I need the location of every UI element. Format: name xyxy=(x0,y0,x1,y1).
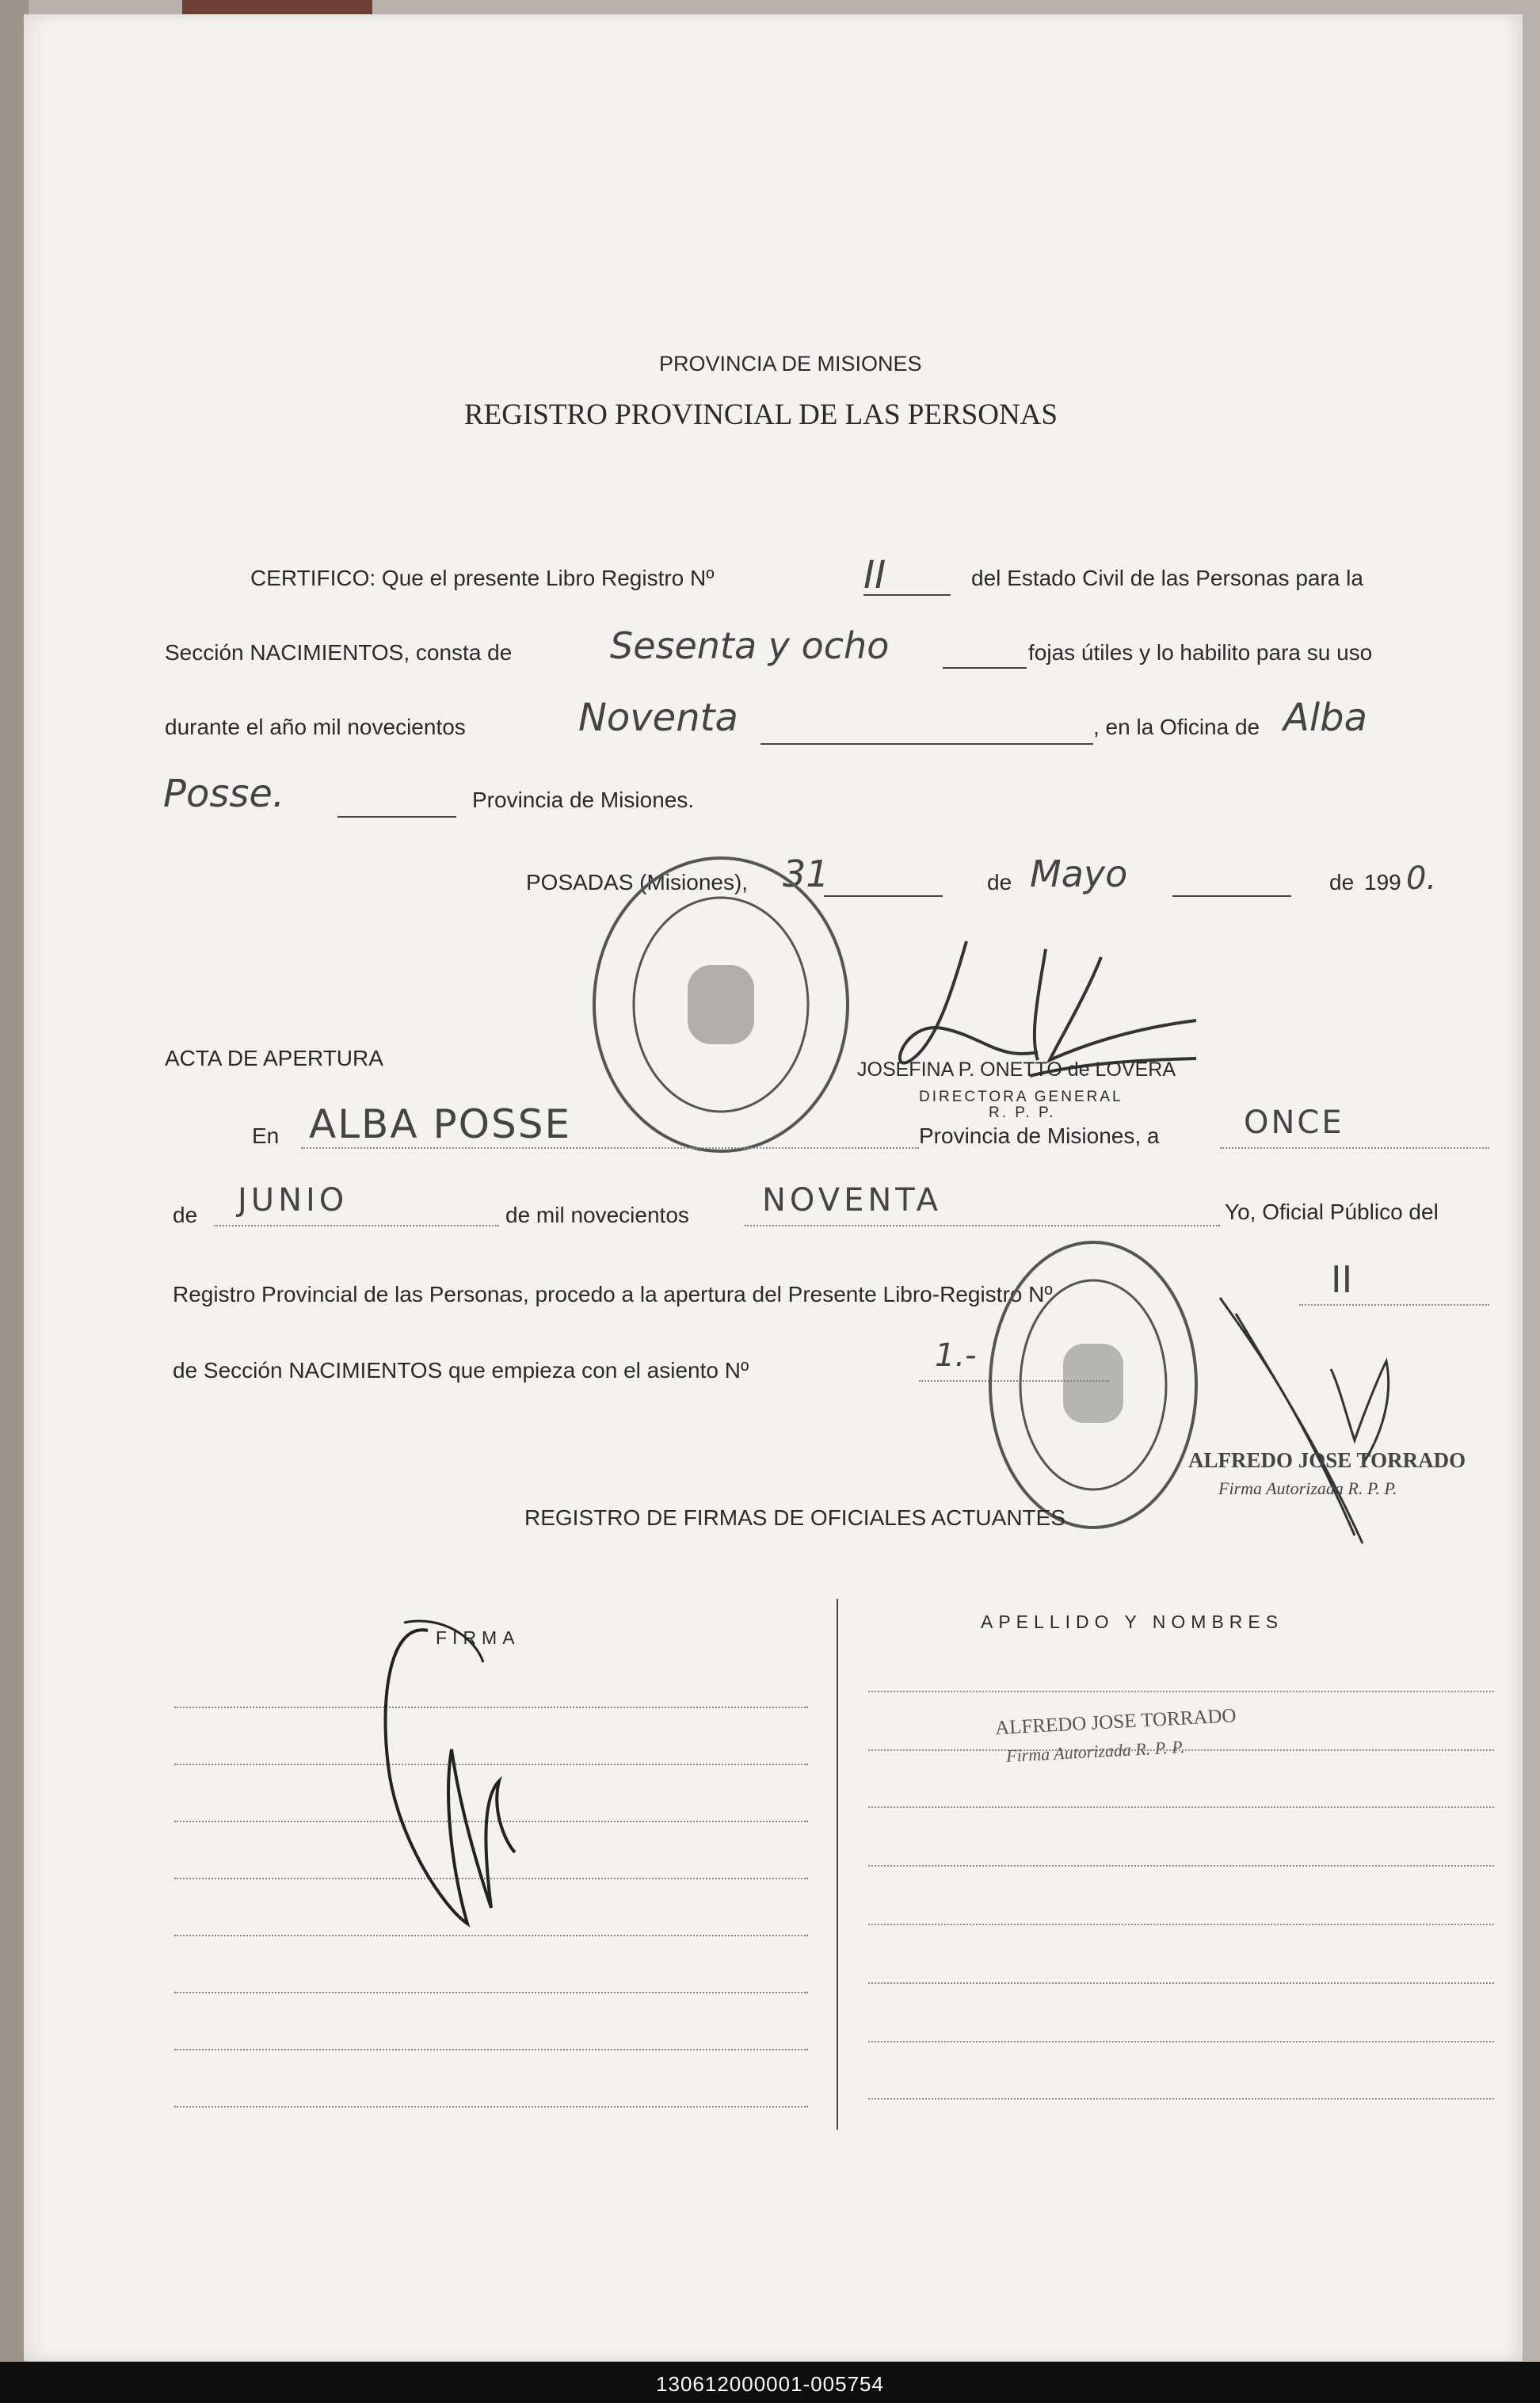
acta-text-3: Registro Provincial de las Personas, procedo a la apertura del Presente Libro-Registro Nº xyxy=(173,1282,1053,1306)
acta-entry: 1.- xyxy=(935,1337,977,1374)
acta-place-line xyxy=(301,1147,919,1149)
name-row xyxy=(868,2098,1494,2100)
certificate-text-1a: CERTIFICO: Que el presente Libro Registro Nº xyxy=(250,566,715,590)
document-page xyxy=(24,14,1523,2361)
entry-title: Firma Autorizada R. P. P. xyxy=(1005,1737,1186,1766)
certificate-text-3b: , en la Oficina de xyxy=(1093,715,1260,739)
certificate-text-2b: fojas útiles y lo habilito para su uso xyxy=(1028,640,1373,665)
firma-row xyxy=(174,2106,808,2107)
office-line xyxy=(337,816,456,818)
firma-column-label: FIRMA xyxy=(436,1627,520,1648)
firma-row xyxy=(174,1992,808,1993)
registry-heading: REGISTRO PROVINCIAL DE LAS PERSONAS xyxy=(464,399,1058,431)
pages-line xyxy=(943,667,1027,669)
names-column-label: APELLIDO Y NOMBRES xyxy=(981,1612,1284,1632)
acta-day-line xyxy=(1220,1147,1489,1149)
director-name: JOSEFINA P. ONETTO de LOVERA xyxy=(857,1058,1176,1081)
certificate-text-3a: durante el año mil novecientos xyxy=(165,715,466,739)
name-row xyxy=(868,1691,1494,1692)
date-year-hand: 0. xyxy=(1406,860,1437,897)
certificate-pages: Sesenta y ocho xyxy=(610,624,890,667)
officer-signature xyxy=(356,1607,562,1940)
date-month: Mayo xyxy=(1030,852,1128,895)
certificate-book-number: II xyxy=(863,553,886,597)
certificate-text-2a: Sección NACIMIENTOS, consta de xyxy=(165,640,513,665)
name-row xyxy=(868,1806,1494,1808)
date-year-printed: 199 xyxy=(1364,870,1401,894)
name-row xyxy=(868,1924,1494,1925)
month-line xyxy=(1172,895,1291,897)
acta-year: NOVENTA xyxy=(762,1182,942,1219)
name-row xyxy=(868,1982,1494,1984)
date-de-1: de xyxy=(987,870,1012,894)
column-divider xyxy=(837,1599,838,2130)
acta-oficial: Yo, Oficial Público del xyxy=(1225,1200,1439,1224)
acta-mil: de mil novecientos xyxy=(505,1203,689,1227)
acta-month-line xyxy=(214,1225,499,1226)
date-day: 31 xyxy=(783,852,829,895)
director-title: DIRECTORA GENERAL xyxy=(919,1089,1123,1105)
name-row xyxy=(868,1865,1494,1867)
acta-text-4: de Sección NACIMIENTOS que empieza con el asiento Nº xyxy=(173,1358,749,1383)
certificate-text-4b: Provincia de Misiones. xyxy=(472,788,695,812)
alba-posse-stamp xyxy=(974,1226,1212,1543)
signatures-heading: REGISTRO DE FIRMAS DE OFICIALES ACTUANTES xyxy=(524,1505,1065,1530)
certificate-text-1b: del Estado Civil de las Personas para la xyxy=(971,566,1363,590)
acta-de: de xyxy=(173,1203,198,1227)
name-row xyxy=(868,2041,1494,2043)
acta-heading: ACTA DE APERTURA xyxy=(165,1046,383,1070)
acta-book: II xyxy=(1331,1258,1353,1301)
firma-row xyxy=(174,2049,808,2050)
director-org: R. P. P. xyxy=(989,1104,1056,1121)
certificate-office-1: Alba xyxy=(1283,696,1368,740)
year-word-line xyxy=(760,743,1093,745)
registry-stamp xyxy=(578,846,863,1163)
date-de-2: de xyxy=(1329,870,1355,894)
certificate-year-word: Noventa xyxy=(578,696,738,740)
acta-month: JUNIO xyxy=(238,1182,349,1219)
acta-day: ONCE xyxy=(1244,1104,1344,1141)
signatory-name: ALFREDO JOSE TORRADO xyxy=(1188,1448,1466,1472)
signatory-title: Firma Autorizada R. P. P. xyxy=(1218,1478,1397,1498)
acta-en: En xyxy=(252,1123,280,1148)
province-heading: PROVINCIA DE MISIONES xyxy=(659,352,922,376)
acta-place: ALBA POSSE xyxy=(309,1101,572,1147)
date-place: POSADAS (Misiones), xyxy=(526,870,749,894)
book-number-line xyxy=(863,594,951,596)
acta-province: Provincia de Misiones, a xyxy=(919,1123,1160,1148)
entry-name: ALFREDO JOSE TORRADO xyxy=(994,1705,1237,1739)
certificate-office-2: Posse. xyxy=(163,772,285,816)
document-id: 130612000001-005754 xyxy=(656,2372,884,2396)
official-signature xyxy=(1204,1282,1410,1551)
